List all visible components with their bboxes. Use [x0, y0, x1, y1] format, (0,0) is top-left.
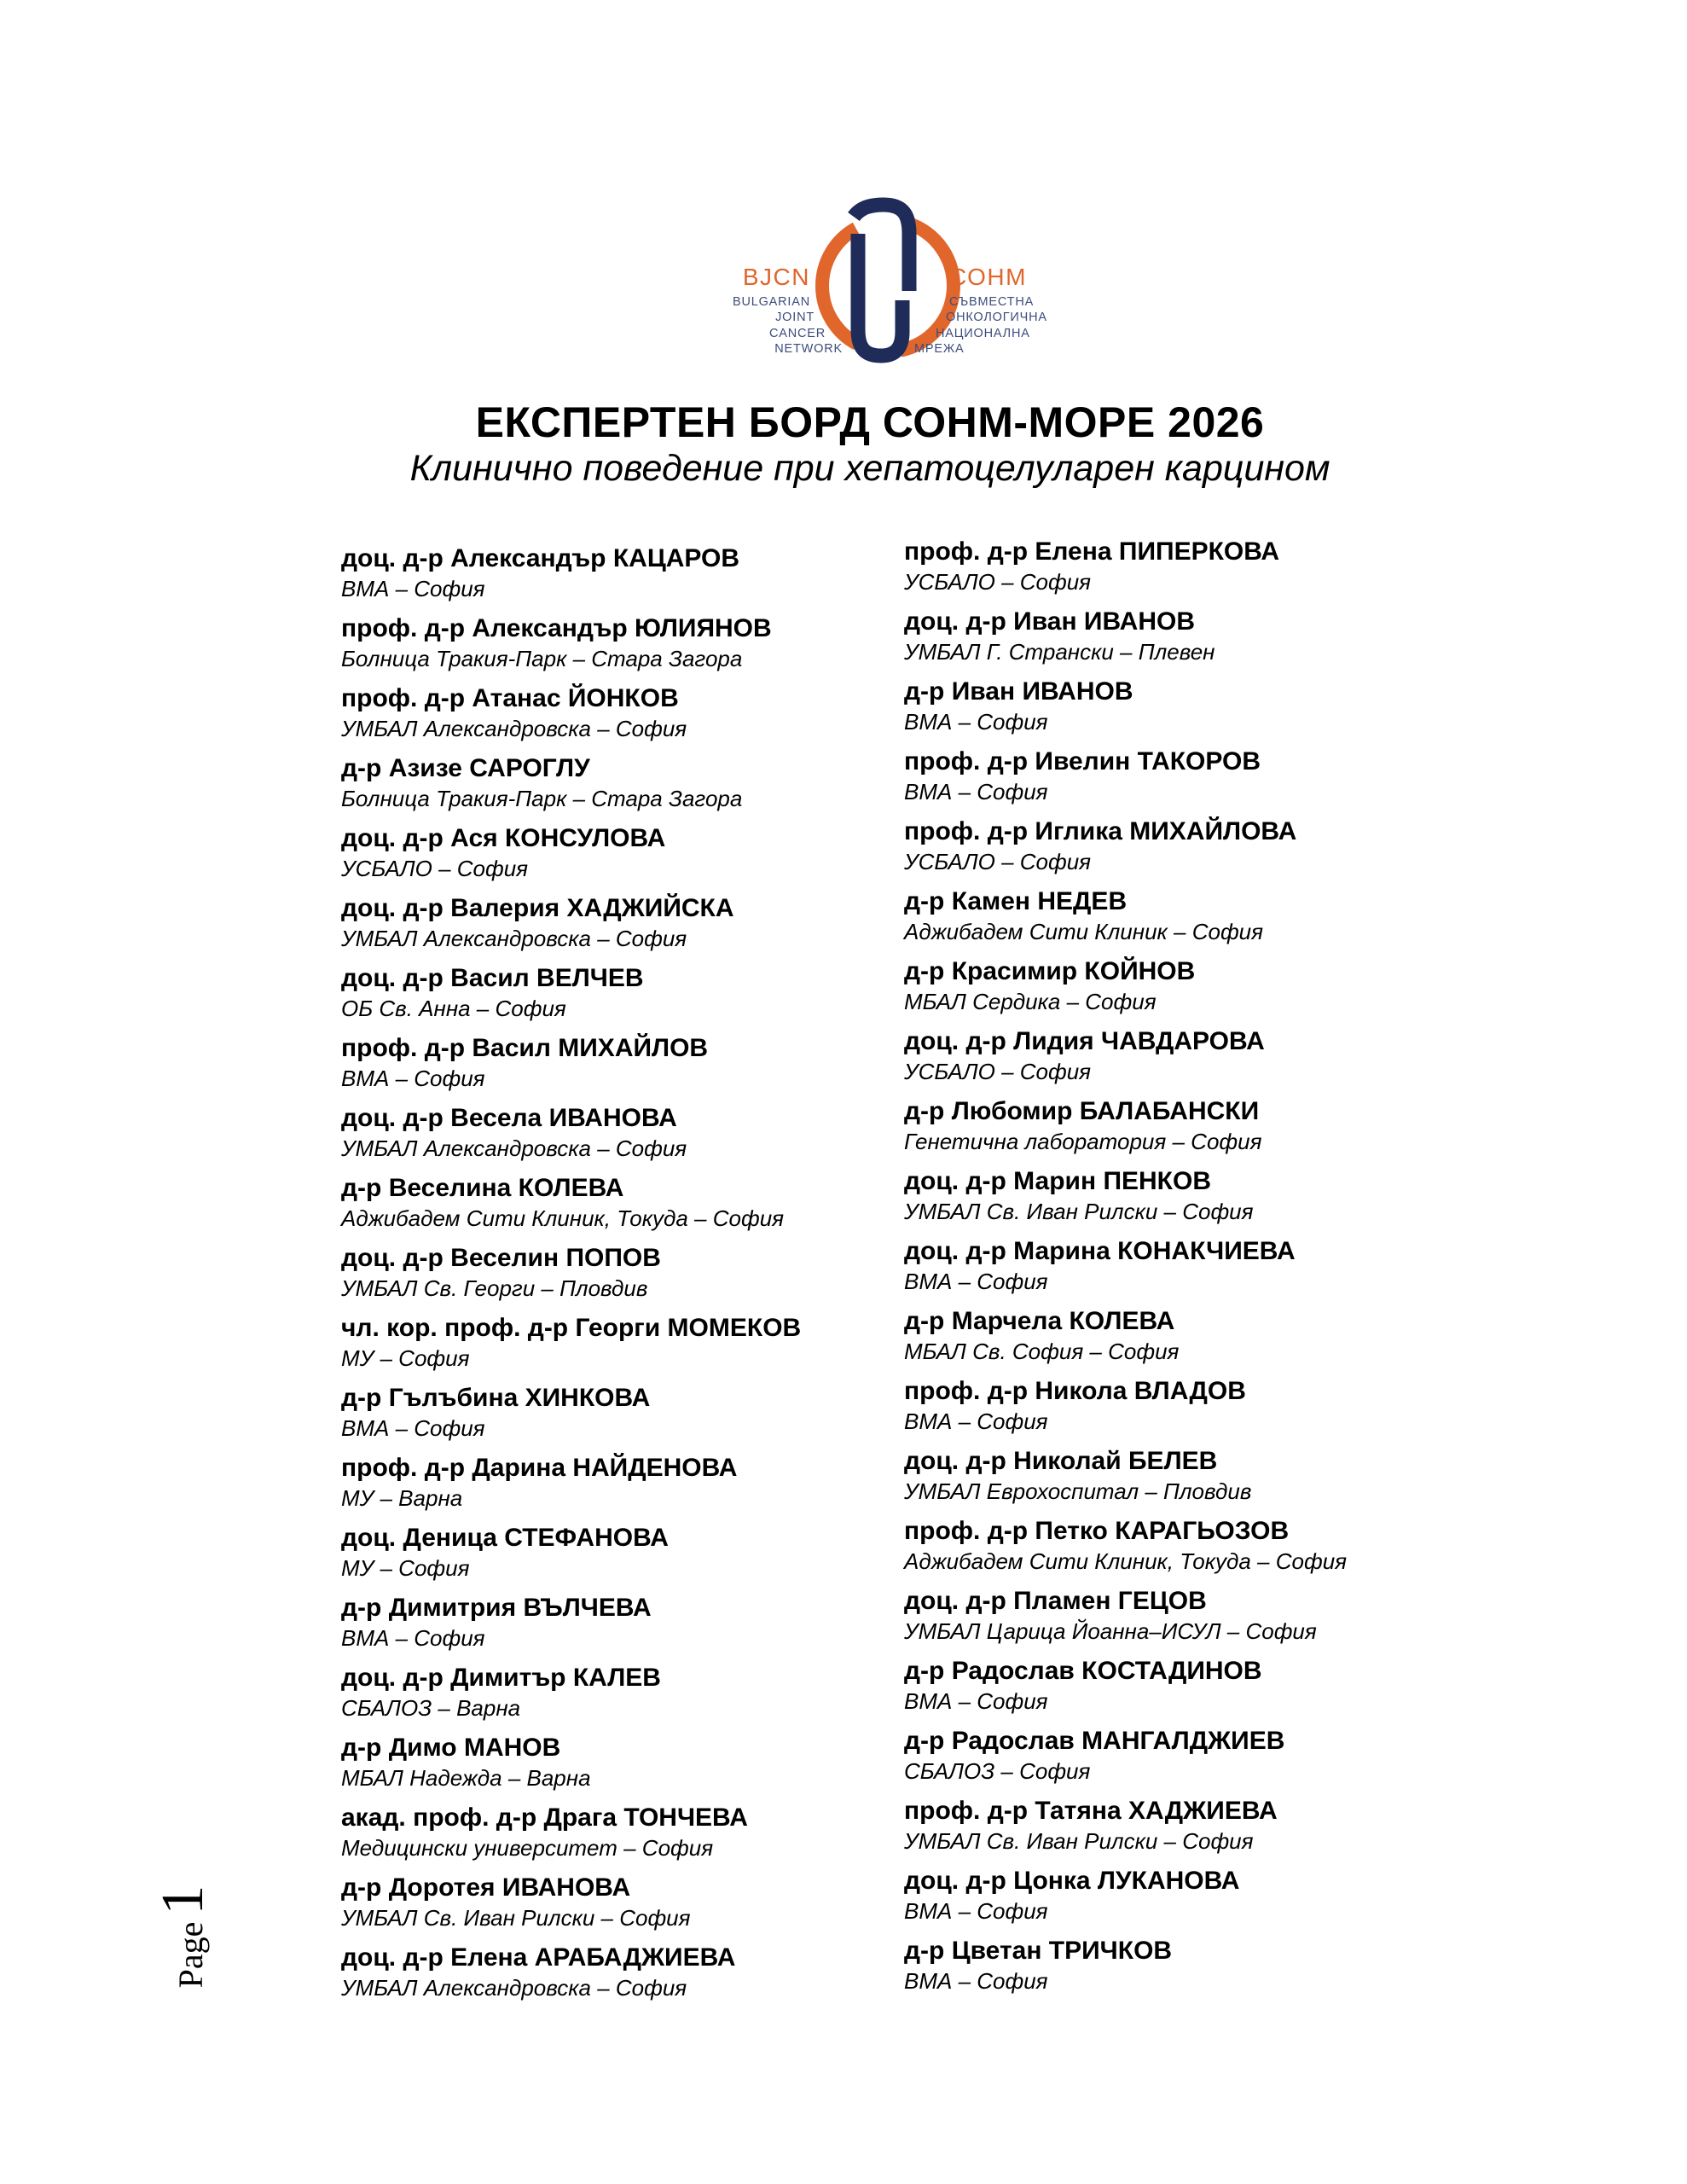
member-name: проф. д-р Александър ЮЛИЯНОВ	[341, 614, 772, 642]
member-affiliation: МУ – Варна	[341, 1485, 463, 1511]
board-member	[904, 1655, 1399, 1715]
member-name: проф. д-р Дарина НАЙДЕНОВА	[341, 1454, 738, 1482]
member-name: проф. д-р Татяна ХАДЖИЕВА	[904, 1797, 1278, 1825]
board-member	[341, 1872, 904, 1931]
member-name: д-р Гълъбина ХИНКОВА	[341, 1384, 651, 1412]
member-name: д-р Доротея ИВАНОВА	[341, 1873, 631, 1902]
member-name: доц. Деница СТЕФАНОВА	[341, 1524, 669, 1552]
board-member	[904, 1865, 1399, 1925]
sonm-acronym: СОНМ	[949, 264, 1027, 290]
board-member	[341, 1732, 904, 1792]
board-member	[904, 1025, 1399, 1085]
logo-word: СЪВМЕСТНА	[949, 295, 1035, 309]
member-affiliation: УМБАЛ Александровска – София	[341, 716, 687, 741]
member-affiliation: УМБАЛ Царица Йоанна–ИСУЛ – София	[904, 1618, 1317, 1644]
member-name: д-р Камен НЕДЕВ	[904, 887, 1128, 915]
member-affiliation: ВМА – София	[904, 1409, 1048, 1434]
member-name: проф. д-р Иглика МИХАЙЛОВА	[904, 817, 1297, 845]
board-member	[341, 822, 904, 882]
board-member	[904, 1725, 1399, 1785]
member-affiliation: УСБАЛО – София	[904, 569, 1092, 595]
member-name: проф. д-р Васил МИХАЙЛОВ	[341, 1034, 709, 1062]
page-number	[149, 1843, 217, 2030]
member-affiliation: УМБАЛ Св. Иван Рилски – София	[904, 1828, 1254, 1854]
member-affiliation: МБАЛ Св. София – София	[904, 1339, 1180, 1364]
board-member	[341, 1592, 904, 1652]
member-affiliation: УМБАЛ Еврохоспитал – Пловдив	[904, 1478, 1252, 1504]
member-affiliation: УМБАЛ Александровска – София	[341, 926, 687, 951]
bjcn-sonm-logo	[341, 195, 1399, 367]
board-member	[904, 1585, 1399, 1645]
member-affiliation: УМБАЛ Св. Иван Рилски – София	[904, 1199, 1254, 1224]
member-name: доц. д-р Александър КАЦАРОВ	[341, 544, 740, 572]
logo-word: ОНКОЛОГИЧНА	[946, 311, 1047, 325]
member-name: чл. кор. проф. д-р Георги МОМЕКОВ	[341, 1314, 802, 1342]
board-member	[904, 956, 1399, 1015]
page-content	[341, 195, 1399, 2012]
member-affiliation: МУ – София	[341, 1555, 470, 1581]
logo-word: МРЕЖА	[914, 342, 965, 357]
board-member	[904, 816, 1399, 875]
member-name: проф. д-р Ивелин ТАКОРОВ	[904, 747, 1261, 775]
member-name: доц. д-р Николай БЕЛЕВ	[904, 1447, 1218, 1475]
board-member	[904, 1445, 1399, 1505]
member-name: доц. д-р Ася КОНСУЛОВА	[341, 824, 666, 852]
board-member	[904, 1235, 1399, 1295]
member-name: д-р Красимир КОЙНОВ	[904, 957, 1196, 985]
member-affiliation: ВМА – София	[341, 576, 485, 601]
member-affiliation: УМБАЛ Св. Иван Рилски – София	[341, 1905, 691, 1931]
member-affiliation: УМБАЛ Александровска – София	[341, 1136, 687, 1161]
member-affiliation: МБАЛ Надежда – Варна	[341, 1765, 591, 1791]
member-affiliation: СБАЛОЗ – Варна	[341, 1695, 521, 1721]
board-member	[904, 676, 1399, 735]
board-member	[341, 613, 904, 672]
board-member	[904, 1095, 1399, 1155]
page-number-label: Page	[171, 1921, 210, 1989]
member-name: доц. д-р Иван ИВАНОВ	[904, 607, 1195, 636]
page-title: ЕКСПЕРТЕН БОРД СОНМ-МОРЕ 2026	[475, 398, 1265, 446]
member-name: проф. д-р Атанас ЙОНКОВ	[341, 684, 679, 712]
member-affiliation: ВМА – София	[904, 1968, 1048, 1994]
member-name: доц. д-р Марина КОНАКЧИЕВА	[904, 1237, 1296, 1265]
board-member	[904, 1305, 1399, 1365]
member-name: д-р Радослав КОСТАДИНОВ	[904, 1657, 1262, 1685]
board-member	[904, 1375, 1399, 1435]
member-affiliation: ВМА – София	[904, 1688, 1048, 1714]
member-affiliation: УМБАЛ Св. Георги – Пловдив	[341, 1275, 648, 1301]
board-member	[904, 1935, 1399, 1995]
member-affiliation: УСБАЛО – София	[904, 849, 1092, 874]
member-name: доц. д-р Елена АРАБАДЖИЕВА	[341, 1943, 736, 1972]
board-member	[341, 752, 904, 812]
member-name: проф. д-р Никола ВЛАДОВ	[904, 1377, 1246, 1405]
member-affiliation: УСБАЛО – София	[341, 856, 529, 881]
member-name: д-р Веселина КОЛЕВА	[341, 1174, 624, 1202]
member-affiliation: Болница Тракия-Парк – Стара Загора	[341, 646, 743, 671]
logo-right-text	[914, 264, 1051, 357]
board-member	[904, 1515, 1399, 1575]
member-name: д-р Цветан ТРИЧКОВ	[904, 1937, 1173, 1965]
member-affiliation: Болница Тракия-Парк – Стара Загора	[341, 786, 743, 811]
member-name: доц. д-р Валерия ХАДЖИЙСКА	[341, 894, 734, 922]
member-name: акад. проф. д-р Драга ТОНЧЕВА	[341, 1804, 748, 1832]
member-affiliation: МБАЛ Сердика – София	[904, 989, 1157, 1014]
board-member	[904, 1165, 1399, 1225]
bjcn-acronym: BJCN	[742, 264, 810, 290]
member-name: д-р Радослав МАНГАЛДЖИЕВ	[904, 1727, 1285, 1755]
board-columns	[341, 536, 1399, 2012]
board-member	[341, 682, 904, 742]
board-member	[341, 1802, 904, 1862]
page-number-value: 1	[150, 1885, 216, 1915]
member-affiliation: Аджибадем Сити Клиник, Токуда – София	[341, 1205, 785, 1231]
member-name: доц. д-р Весела ИВАНОВА	[341, 1104, 677, 1132]
board-member	[341, 1942, 904, 2001]
sonm-words	[914, 294, 1051, 357]
member-name: доц. д-р Лидия ЧАВДАРОВА	[904, 1027, 1265, 1055]
board-member	[341, 1032, 904, 1092]
board-member	[341, 1382, 904, 1442]
board-member	[904, 746, 1399, 805]
member-affiliation: УМБАЛ Г. Странски – Плевен	[904, 639, 1215, 665]
board-member	[341, 1452, 904, 1512]
member-affiliation: УСБАЛО – София	[904, 1059, 1092, 1084]
member-name: д-р Димитрия ВЪЛЧЕВА	[341, 1594, 652, 1622]
board-member	[341, 1662, 904, 1722]
member-affiliation: Генетична лаборатория – София	[904, 1129, 1262, 1154]
board-member	[341, 1172, 904, 1232]
board-member	[904, 536, 1399, 595]
member-affiliation: Аджибадем Сити Клиник, Токуда – София	[904, 1548, 1348, 1574]
member-affiliation: ВМА – София	[904, 709, 1048, 735]
member-name: проф. д-р Петко КАРАГЬОЗОВ	[904, 1517, 1290, 1545]
member-affiliation: Аджибадем Сити Клиник – София	[904, 919, 1264, 944]
board-member	[341, 1522, 904, 1582]
member-name: доц. д-р Веселин ПОПОВ	[341, 1244, 661, 1272]
logo-word: НАЦИОНАЛНА	[936, 326, 1030, 340]
member-name: доц. д-р Марин ПЕНКОВ	[904, 1167, 1211, 1195]
member-affiliation: МУ – София	[341, 1345, 470, 1371]
member-name: доц. д-р Димитър КАЛЕВ	[341, 1664, 661, 1692]
logo-word: CANCER	[768, 326, 826, 340]
member-name: доц. д-р Пламен ГЕЦОВ	[904, 1587, 1207, 1615]
member-name: доц. д-р Цонка ЛУКАНОВА	[904, 1867, 1240, 1895]
member-affiliation: ОБ Св. Анна – София	[341, 996, 566, 1021]
logo-word: NETWORK	[774, 342, 843, 357]
bjcn-words	[733, 294, 843, 357]
member-affiliation: ВМА – София	[904, 1898, 1048, 1924]
member-affiliation: УМБАЛ Александровска – София	[341, 1975, 687, 2001]
board-member	[904, 606, 1399, 665]
member-name: д-р Иван ИВАНОВ	[904, 677, 1133, 706]
board-column-right	[904, 536, 1399, 2012]
board-column-left	[341, 536, 904, 2012]
board-member	[341, 1242, 904, 1302]
page-subtitle: Клинично поведение при хепатоцелуларен карцином	[409, 448, 1330, 489]
logo-word: BULGARIAN	[733, 295, 810, 309]
logo-word: JOINT	[775, 311, 815, 325]
board-member	[904, 886, 1399, 945]
member-affiliation: ВМА – София	[904, 779, 1048, 804]
logo-left-text	[733, 264, 843, 357]
board-member	[341, 1102, 904, 1162]
member-name: д-р Азизе САРОГЛУ	[341, 754, 590, 782]
member-affiliation: ВМА – София	[341, 1625, 485, 1651]
member-affiliation: ВМА – София	[341, 1415, 485, 1441]
board-member	[904, 1795, 1399, 1855]
member-name: д-р Димо МАНОВ	[341, 1734, 561, 1762]
member-affiliation: ВМА – София	[341, 1066, 485, 1091]
board-member	[341, 1312, 904, 1372]
member-name: д-р Марчела КОЛЕВА	[904, 1307, 1175, 1335]
board-member	[341, 543, 904, 602]
member-affiliation: СБАЛОЗ – София	[904, 1758, 1091, 1784]
member-name: проф. д-р Елена ПИПЕРКОВА	[904, 537, 1280, 566]
board-member	[341, 962, 904, 1022]
member-affiliation: Медицински университет – София	[341, 1835, 714, 1861]
board-member	[341, 892, 904, 952]
member-affiliation: ВМА – София	[904, 1269, 1048, 1294]
member-name: д-р Любомир БАЛАБАНСКИ	[904, 1097, 1260, 1125]
member-name: доц. д-р Васил ВЕЛЧЕВ	[341, 964, 644, 992]
